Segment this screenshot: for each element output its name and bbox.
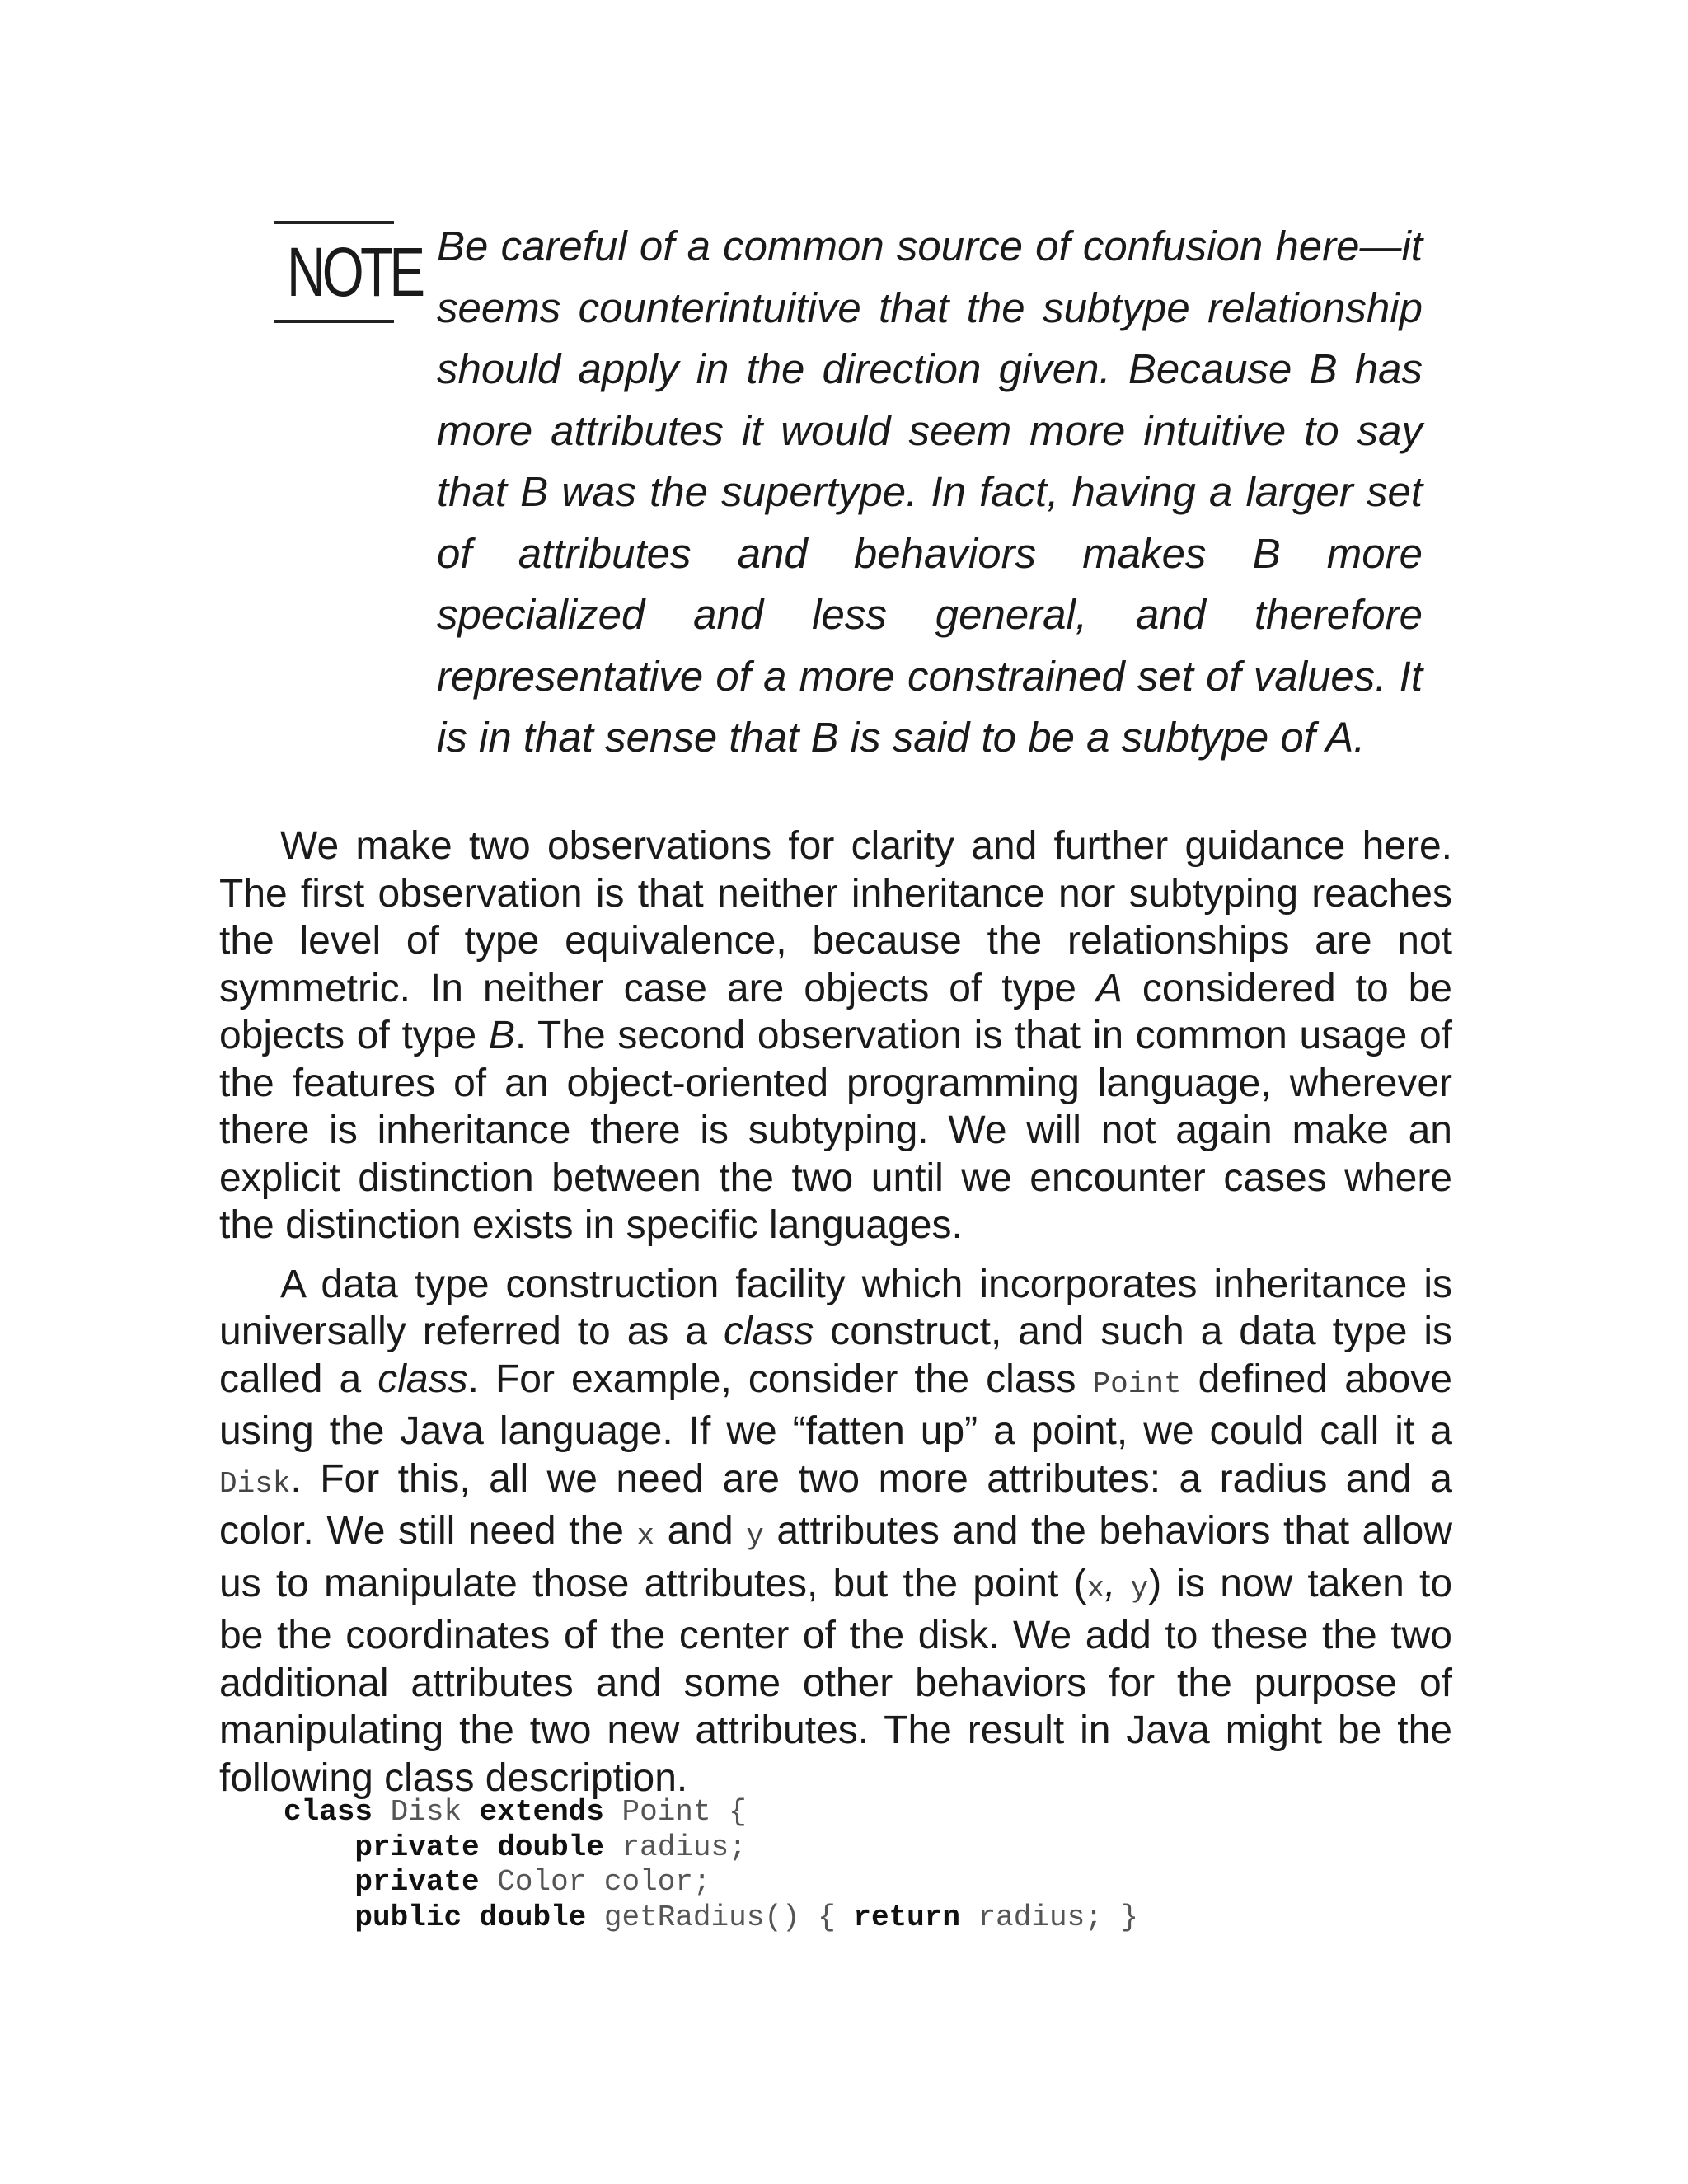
code-indent — [284, 1865, 354, 1899]
keyword-extends: extends — [479, 1795, 604, 1829]
code-space — [462, 1900, 480, 1934]
code-line-2 — [284, 1830, 1138, 1866]
keyword-public: public — [354, 1900, 462, 1934]
x-code: x — [636, 1519, 655, 1553]
body-text — [219, 823, 1452, 1813]
keyword-double: double — [479, 1900, 587, 1934]
code-line-4 — [284, 1900, 1138, 1936]
y-code: y — [746, 1519, 764, 1553]
type-a-term: A — [1095, 966, 1123, 1010]
para2-text-1: A data type construction facility which incorporates inheritance is universally referred to as a — [219, 1262, 1452, 1353]
para2-text-3: . For example, consider the class — [467, 1357, 1093, 1401]
code-text: Point { — [603, 1795, 747, 1829]
keyword-private: private — [354, 1865, 480, 1899]
code-indent — [284, 1900, 354, 1934]
note-label-box — [274, 221, 422, 323]
keyword-private: private — [354, 1830, 480, 1864]
keyword-class: class — [284, 1795, 373, 1829]
para1-text-2: considered to be objects of type — [219, 966, 1453, 1057]
keyword-return: return — [853, 1900, 960, 1934]
code-text: radius; } — [959, 1900, 1139, 1934]
class-term: class — [377, 1357, 468, 1401]
code-listing — [284, 1795, 1138, 1935]
note-text: Be careful of a common source of confusion here—it seems counterintuitive that the subtype relationship should apply in the direction given. Because B has more attributes it would seem more intuitive to say that B was the supertype. In fact, having a larger set of attributes and behaviors makes B more specialized and less general, and therefore representative of a more constrained set of values. It is in that sense that B is said to be a subtype of A. — [437, 223, 1423, 761]
y-code: y — [1130, 1571, 1149, 1605]
point-code: Point — [1092, 1366, 1182, 1401]
para2-text-2: construct, and such a data type is called a — [219, 1310, 1452, 1401]
keyword-double: double — [497, 1830, 604, 1864]
disk-code: Disk — [219, 1466, 291, 1501]
type-b-term: B — [488, 1014, 515, 1057]
comma: , — [1104, 1561, 1116, 1605]
code-text: Disk — [373, 1795, 480, 1829]
code-line-1 — [284, 1795, 1138, 1830]
code-text: getRadius() { — [586, 1900, 854, 1934]
para2-text-8: ) is now taken to be the coordinates of the center of the disk. We add to these the two additional attributes and some other behaviors for the purpose of manipulating the two new attributes. The result in Java might be the following class description. — [219, 1561, 1453, 1800]
para2-text-7: attributes and the behaviors that allow us to manipulate those attributes, but the point ( — [219, 1509, 1453, 1605]
note-bottom-rule — [274, 320, 394, 323]
paragraph-class-construct — [219, 1261, 1452, 1802]
code-line-3 — [284, 1865, 1138, 1900]
para2-text-6: and — [654, 1509, 747, 1553]
code-text: Color color; — [479, 1865, 711, 1899]
para2-text-5: . For this, all we need are two more attributes: a radius and a color. We still need the — [219, 1456, 1452, 1553]
note-label: NOTE — [287, 233, 422, 311]
para2-text-4: defined above using the Java language. If we “fatten up” a point, we could call it a — [219, 1357, 1452, 1453]
para1-text-1: We make two observations for clarity and further guidance here. The first observation is that neither inheritance nor subtyping reaches the level of type equivalence, because the relationships are not symmetric. In neither case are objects of type — [219, 824, 1452, 1010]
class-term: class — [723, 1310, 814, 1353]
x-code: x — [1086, 1571, 1105, 1605]
code-space — [480, 1830, 498, 1864]
para1-text-3: . The second observation is that in common usage of the features of an object-oriented programming language, wherever there is inheritance there is subtyping. We will not again make an explicit distinction between the two until we encounter cases where the distinction exists in specific languages. — [219, 1014, 1452, 1247]
code-indent — [284, 1830, 354, 1864]
code-text: radius; — [603, 1830, 747, 1864]
paragraph-observations — [219, 823, 1452, 1249]
